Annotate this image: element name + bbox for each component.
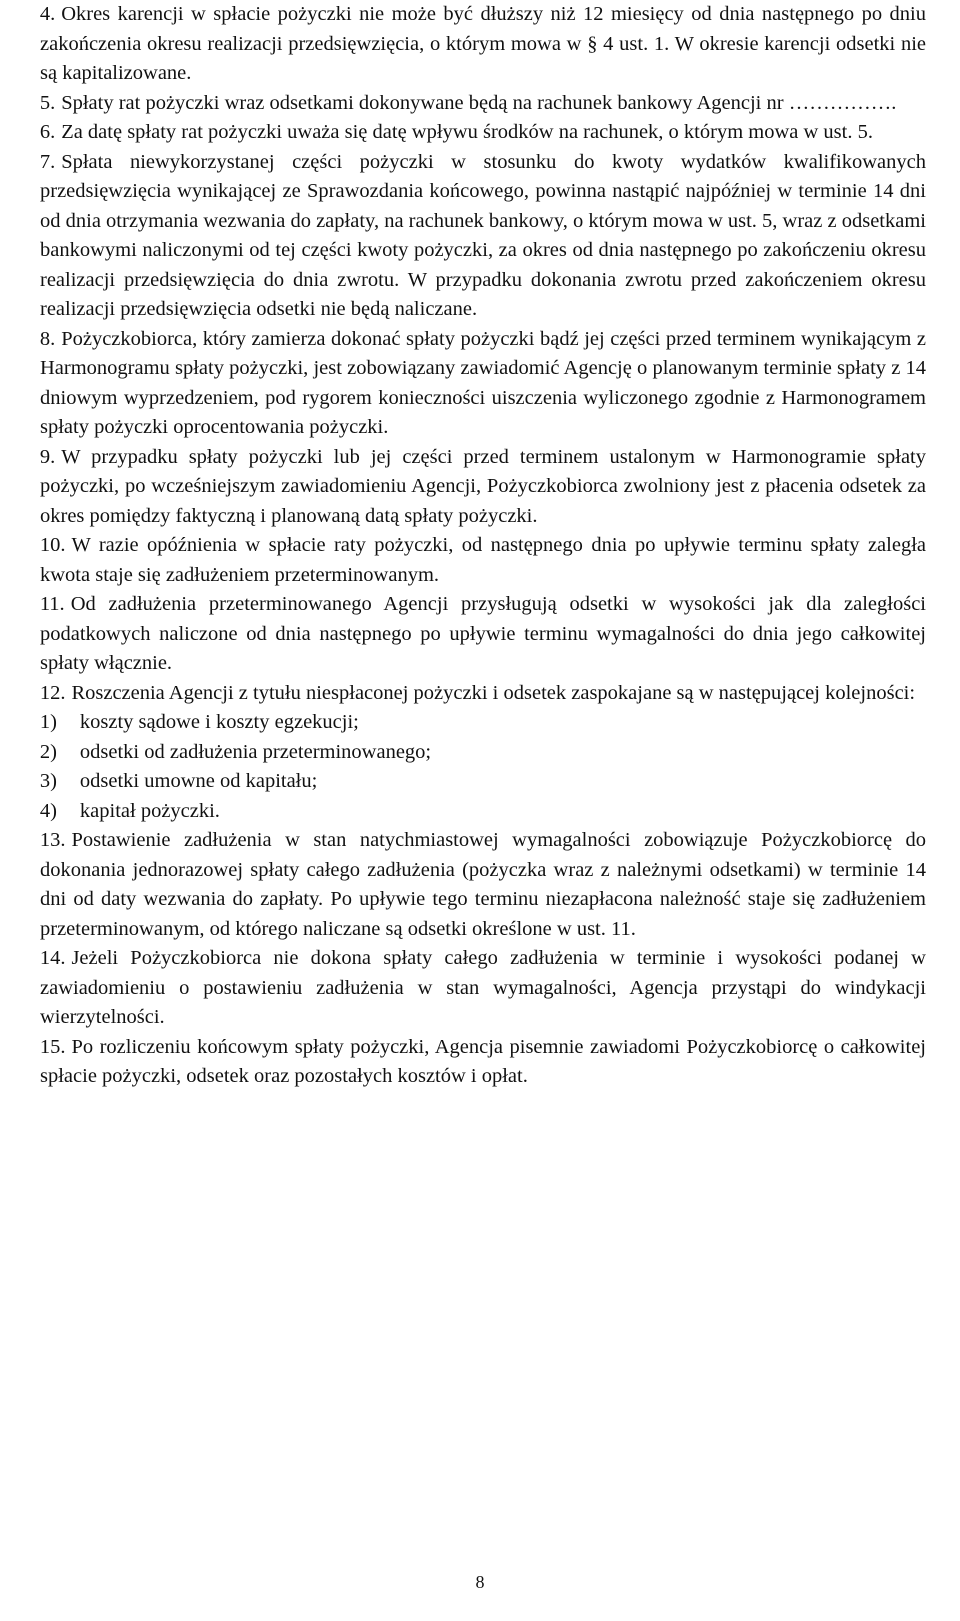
list-item-number: 6. [39,121,56,143]
sub-list [40,708,926,826]
list-item [40,944,926,1033]
sub-list-item-text: kapitał pożyczki. [79,799,220,822]
list-item-number: 5. [39,91,56,114]
list-item-text: Za datę spłaty rat pożyczki uważa się datę wpływu środków na rachunek, o którym mowa w ust. 5. [61,121,873,143]
sub-list-item-number: 4) [39,799,57,822]
list-item-number: 12. [39,681,66,704]
numbered-list [40,0,926,1092]
list-item-text: Jeżeli Pożyczkobiorca nie dokona spłaty całego zadłużenia w terminie i wysokości podanej w zawiadomieniu o postawieniu zadłużenia w stan wymagalności, Agencja przystąpi do windykacji wierzytelności. [40,947,926,1028]
list-item-number: 10. [39,534,66,556]
sub-list-item-text: odsetki od zadłużenia przeterminowanego; [79,740,432,763]
list-item-text: Od zadłużenia przeterminowanego Agencji przysługują odsetki w wysokości jak dla zaległości podatkowych naliczone od dnia następnego po upływie terminu wymagalności do dnia jego całkowitej spłaty włącznie. [40,593,926,674]
list-item [40,148,926,325]
list-item-text: Pożyczkobiorca, który zamierza dokonać spłaty pożyczki bądź jej części przed terminem wynikającym z Harmonogramu spłaty pożyczki, jest zobowiązany zawiadomić Agencję o planowanym terminie spłaty z 14 dniowym wyprzedzeniem, pod rygorem konieczności uiszczenia wyliczonego zgodnie z Harmonogramem spłaty pożyczki oprocentowania pożyczki. [40,327,926,438]
list-item-number: 13. [39,829,66,851]
list-item-body [40,148,926,325]
list-item-text: Spłaty rat pożyczki wraz odsetkami dokonywane będą na rachunek bankowy Agencji nr ……………. [61,91,897,114]
list-item-number: 8. [39,327,56,350]
list-item [40,531,926,590]
list-item-body [40,944,926,1033]
list-item-text: W przypadku spłaty pożyczki lub jej części przed terminem ustalonym w Harmonogramie spłaty pożyczki, po wcześniejszym zawiadomieniu Agencji, Pożyczkobiorca zwolniony jest z płacenia odsetek za okres pomiędzy faktyczną i planowaną datą spłaty pożyczki. [40,445,926,527]
list-item-number: 4. [39,3,56,25]
list-item-body [40,1033,926,1092]
sub-list-item-number: 2) [39,740,57,763]
list-item-body [40,89,926,119]
list-item-text: W razie opóźnienia w spłacie raty pożyczki, od następnego dnia po upływie terminu spłaty zaległa kwota staje się zadłużeniem przeterminowanym. [40,534,926,586]
list-item-number: 15. [39,1035,66,1058]
list-item-number: 11. [39,593,65,615]
list-item [40,325,926,443]
sub-list-item [40,738,926,768]
list-item [40,0,926,89]
sub-list-item-text: odsetki umowne od kapitału; [79,770,318,792]
list-item-body [40,590,926,679]
list-item [40,590,926,679]
list-item-body [40,531,926,590]
sub-list-item-number: 3) [39,770,57,792]
list-item-number: 14. [39,947,66,969]
list-item-body [40,118,926,148]
list-item-text: Po rozliczeniu końcowym spłaty pożyczki, Agencja pisemnie zawiadomi Pożyczkobiorcę o całkowitej spłacie pożyczki, odsetek oraz pozostałych kosztów i opłat. [40,1035,926,1087]
list-item [40,826,926,944]
sub-list-item [40,767,926,797]
list-item [40,443,926,532]
list-item-body [40,679,926,709]
page-number: 8 [475,1572,485,1592]
sub-list-item-number: 1) [39,711,57,733]
list-item-text: Spłata niewykorzystanej części pożyczki w stosunku do kwoty wydatków kwalifikowanych przedsięwzięcia wynikającej ze Sprawozdania końcowego, powinna nastąpić najpóźniej w terminie 14 dni od dnia otrzymania wezwania do zapłaty, na rachunek bankowy, o którym mowa w ust. 5, wraz z odsetkami bankowymi naliczonymi od tej części kwoty pożyczki, za okres od dnia następnego po zakończeniu okresu realizacji przedsięwzięcia do dnia zwrotu. W przypadku dokonania zwrotu przed zakończeniem okresu realizacji przedsięwzięcia odsetki nie będą naliczane. [40,150,926,320]
sub-list-item-text: koszty sądowe i koszty egzekucji; [79,711,359,733]
list-item [40,118,926,148]
list-item-number: 7. [39,150,56,173]
list-item [40,89,926,119]
list-item-body [40,826,926,944]
list-item [40,1033,926,1092]
list-item-text: Roszczenia Agencji z tytułu niespłaconej pożyczki i odsetek zaspokajane są w następującej kolejności: [71,681,916,704]
list-item [40,679,926,827]
list-item-text: Okres karencji w spłacie pożyczki nie może być dłuższy niż 12 miesięcy od dnia następnego po dniu zakończenia okresu realizacji przedsięwzięcia, o którym mowa w § 4 ust. 1. W okresie karencji odsetki nie są kapitalizowane. [40,3,926,84]
list-item-body [40,325,926,443]
sub-list-item [40,797,926,827]
list-item-body [40,0,926,89]
list-item-body [40,443,926,532]
list-item-text: Postawienie zadłużenia w stan natychmiastowej wymagalności zobowiązuje Pożyczkobiorcę do dokonania jednorazowej spłaty całego zadłużenia (pożyczka wraz z należnymi odsetkami) w terminie 14 dni od daty wezwania do zapłaty. Po upływie tego terminu niezapłacona należność staje się zadłużeniem przeterminowanym, od którego naliczane są odsetki określone w ust. 11. [40,829,926,940]
list-item-number: 9. [39,445,56,468]
sub-list-item [40,708,926,738]
